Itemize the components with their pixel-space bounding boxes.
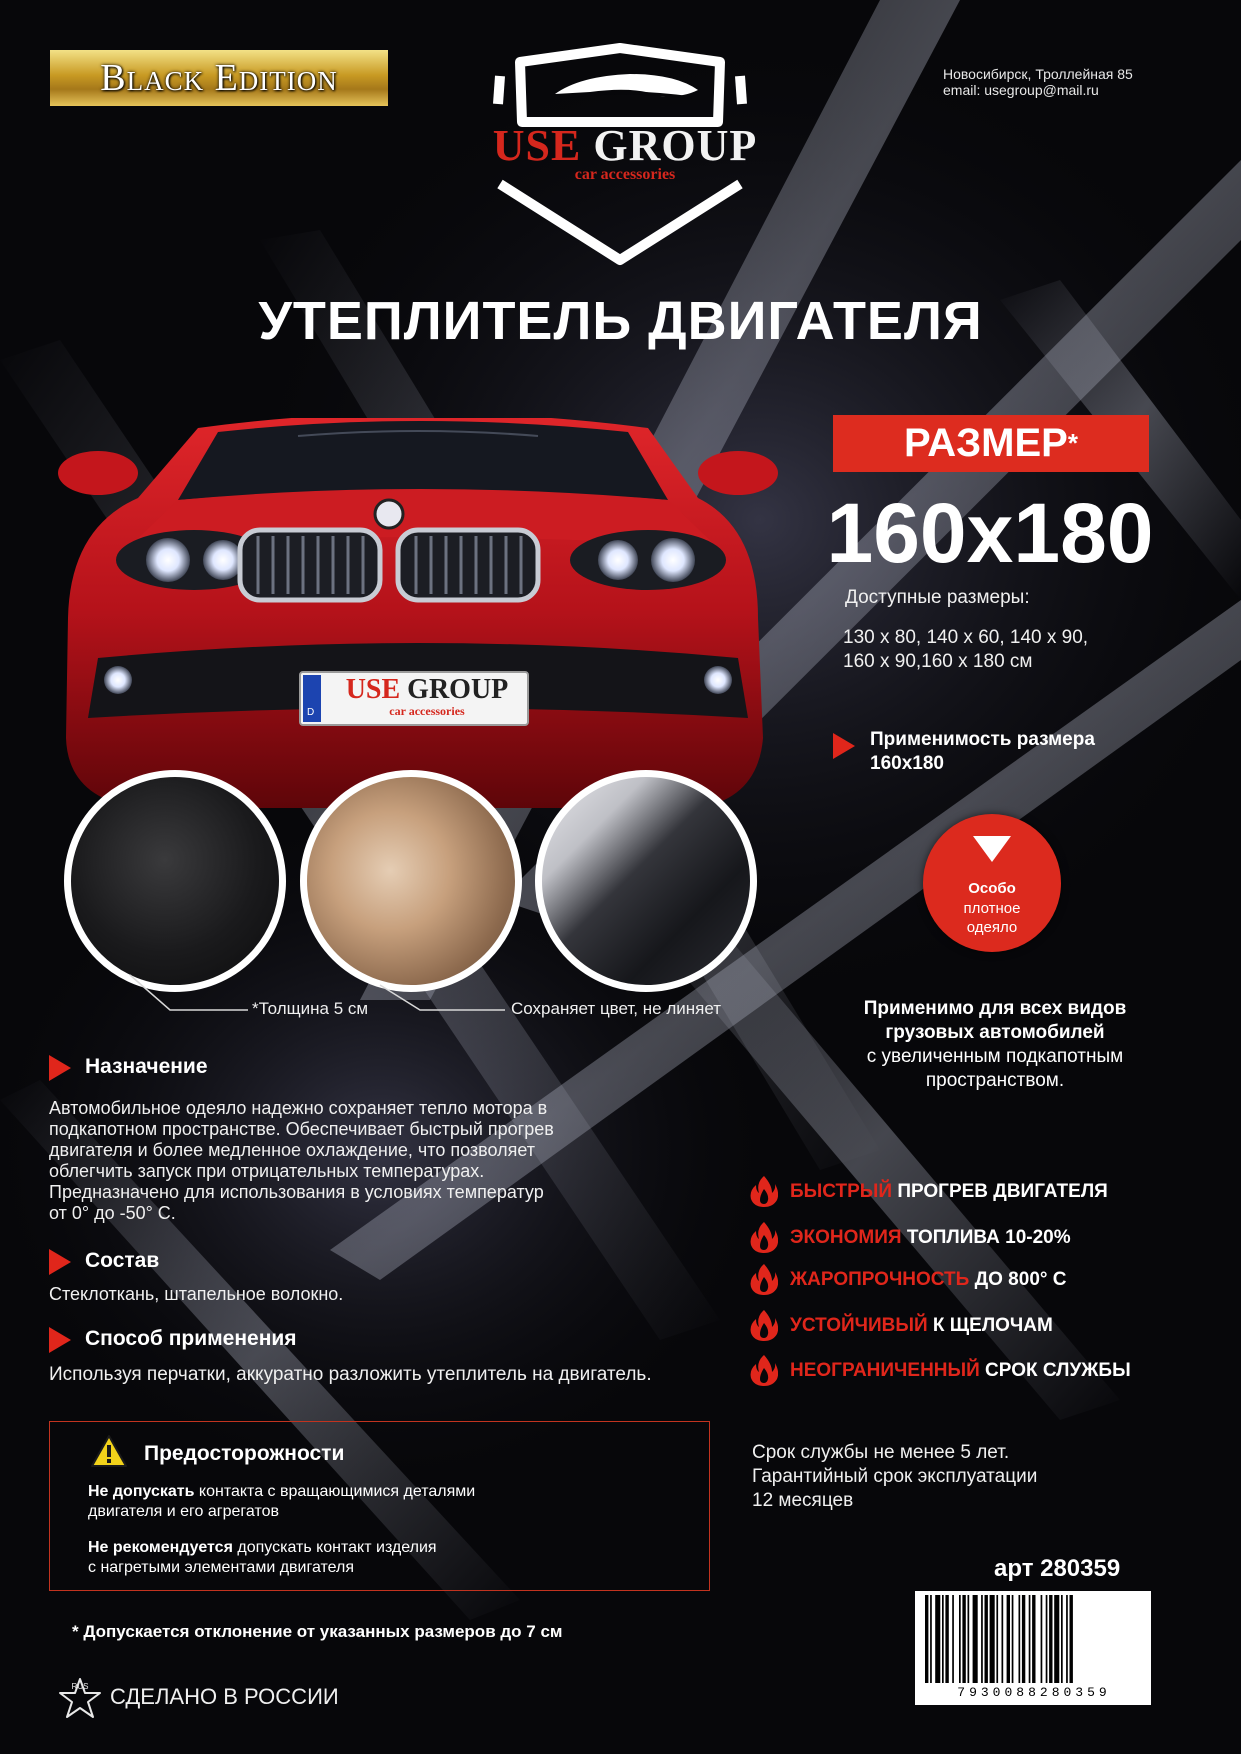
feature-white: ДО 800° С	[969, 1269, 1067, 1290]
purpose-line: двигателя и более медленное охлаждение, что позволяет	[49, 1140, 536, 1160]
engine-cover-photo	[64, 770, 286, 992]
barcode-bar	[1012, 1595, 1014, 1683]
black-edition-badge: Black Edition	[50, 50, 388, 106]
feature-red: УСТОЙЧИВЫЙ	[790, 1315, 928, 1336]
barcode-bar	[1066, 1595, 1068, 1683]
down-triangle-icon	[973, 836, 1011, 862]
barcode-bar	[945, 1595, 948, 1683]
apply-line: пространством.	[925, 1070, 1065, 1091]
service-line: Срок службы не менее 5 лет.	[752, 1442, 1010, 1463]
dense-blanket-badge	[923, 814, 1061, 952]
barcode-bar	[973, 1595, 978, 1683]
brand-part2: GROUP	[593, 121, 758, 170]
caution-item-bold: Не рекомендуется	[88, 1539, 233, 1556]
service-line: Гарантийный срок эксплуатации	[752, 1466, 1038, 1487]
fabric-sample-photo	[535, 770, 757, 992]
flame-icon	[750, 1309, 778, 1341]
barcode-bar	[1019, 1595, 1021, 1683]
dense-line: Особо	[968, 880, 1016, 897]
bullet-triangle-icon	[49, 1327, 71, 1353]
flame-icon	[750, 1221, 778, 1253]
barcode-bar	[942, 1595, 944, 1683]
color-caption: Сохраняет цвет, не линяет	[511, 999, 722, 1018]
flame-icon	[750, 1175, 778, 1207]
barcode-bar	[1002, 1595, 1004, 1683]
barcode-bar	[1029, 1595, 1031, 1683]
barcode-bar	[981, 1595, 983, 1683]
purpose-text	[49, 1098, 649, 1224]
barcode-bar	[1022, 1595, 1025, 1683]
contacts	[943, 66, 1133, 98]
barcode-bar	[1061, 1595, 1063, 1683]
feature-white: ПРОГРЕВ ДВИГАТЕЛЯ	[892, 1181, 1108, 1202]
bullet-triangle-icon	[49, 1249, 71, 1275]
email-text: email: usegroup@mail.ru	[943, 82, 1099, 98]
barcode-bar	[935, 1595, 940, 1683]
barcode-bars	[923, 1595, 1145, 1683]
barcode-bar	[952, 1595, 954, 1683]
size-banner-label: РАЗМЕР	[904, 421, 1068, 465]
barcode	[915, 1591, 1151, 1705]
applicability-line: 160х180	[870, 753, 944, 774]
flame-icon	[750, 1354, 778, 1386]
apply-line: грузовых автомобилей	[885, 1022, 1105, 1043]
made-in-russia: СДЕЛАНО В РОССИИ	[110, 1684, 339, 1709]
barcode-bar	[968, 1595, 970, 1683]
flame-icon	[750, 1263, 778, 1295]
license-plate	[299, 671, 529, 726]
applicability-text	[870, 728, 1160, 776]
eu-flag-icon	[303, 675, 321, 722]
available-sizes-label: Доступные размеры:	[845, 587, 1030, 608]
feature-red: БЫСТРЫЙ	[790, 1181, 893, 1202]
caution-item	[88, 1538, 608, 1578]
plate-brand	[327, 675, 527, 705]
feature-red: ЖАРОПРОЧНОСТЬ	[790, 1269, 970, 1290]
brand-subtitle: car accessories	[574, 166, 676, 183]
barcode-bar	[925, 1595, 928, 1683]
size-asterisk: *	[1067, 428, 1078, 458]
barcode-bar	[996, 1595, 998, 1683]
barcode-bar	[1070, 1595, 1073, 1683]
caution-title: Предосторожности	[144, 1442, 345, 1465]
feature-white: ТОПЛИВА 10-20%	[901, 1227, 1071, 1248]
service-line: 12 месяцев	[752, 1490, 854, 1511]
barcode-bar	[990, 1595, 995, 1683]
warning-icon	[90, 1434, 128, 1468]
barcode-bar	[962, 1595, 965, 1683]
available-sizes-line: 160 х 90,160 х 180 см	[843, 651, 1033, 672]
size-value: 160х180	[826, 486, 1154, 580]
product-title: УТЕПЛИТЕЛЬ ДВИГАТЕЛЯ	[258, 291, 983, 351]
purpose-line: Предназначено для использования в условиях температур	[49, 1182, 544, 1202]
brand-part1: USE	[492, 121, 582, 170]
barcode-bar	[985, 1595, 988, 1683]
barcode-number: 7930088280359	[957, 1685, 1111, 1700]
usage-text: Используя перчатки, аккуратно разложить утеплитель на двигатель.	[49, 1364, 652, 1385]
feature-white: К ЩЕЛОЧАМ	[927, 1315, 1053, 1336]
insulation-fiber-photo	[300, 770, 522, 992]
barcode-bar	[930, 1595, 932, 1683]
plate-country: D	[307, 707, 315, 718]
caution-item-line: с нагретыми элементами двигателя	[88, 1559, 355, 1576]
barcode-bar	[1007, 1595, 1010, 1683]
purpose-line: Автомобильное одеяло надежно сохраняет тепло мотора в	[49, 1098, 548, 1118]
purpose-line: облегчить запуск при отрицательных температурах.	[49, 1161, 485, 1181]
composition-heading: Состав	[85, 1249, 160, 1272]
caution-item-text: контакта с вращающимися деталями	[194, 1483, 476, 1500]
feature-red: ЭКОНОМИЯ	[790, 1227, 902, 1248]
feature-red: НЕОГРАНИЧЕННЫЙ	[790, 1360, 980, 1381]
thickness-caption: *Толщина 5 см	[252, 999, 369, 1018]
rus-mark: RUS	[71, 1682, 89, 1691]
address-text: Новосибирск, Троллейная 85	[943, 66, 1133, 82]
available-sizes-line: 130 х 80, 140 х 60, 140 х 90,	[843, 627, 1089, 648]
size-tolerance-note: * Допускается отклонение от указанных размеров до 7 см	[72, 1622, 563, 1641]
purpose-heading: Назначение	[85, 1055, 208, 1078]
red-car-image	[58, 418, 778, 818]
apply-line: Применимо для всех видов	[863, 998, 1127, 1019]
purpose-line: от 0° до -50° С.	[49, 1203, 176, 1223]
composition-text: Стеклоткань, штапельное волокно.	[49, 1284, 344, 1304]
purpose-line: подкапотном пространстве. Обеспечивает быстрый прогрев	[49, 1119, 554, 1139]
dense-line: одеяло	[966, 919, 1018, 936]
barcode-bar	[1054, 1595, 1059, 1683]
barcode-bar	[1032, 1595, 1035, 1683]
caution-item-line: двигателя и его агрегатов	[88, 1503, 279, 1520]
caution-item-bold: Не допускать	[88, 1483, 195, 1500]
rus-star-icon	[58, 1676, 102, 1720]
dense-line: плотное	[963, 900, 1021, 917]
service-life-text	[752, 1441, 1112, 1513]
apply-line: с увеличенным подкапотным	[866, 1046, 1124, 1067]
plate-brand-part1: USE	[345, 674, 401, 705]
caution-item-text: допускать контакт изделия	[232, 1539, 437, 1556]
plate-brand-part2: GROUP	[407, 674, 509, 705]
bullet-triangle-icon	[49, 1055, 71, 1081]
caution-item	[88, 1482, 608, 1522]
applicable-trucks-text	[820, 997, 1170, 1093]
barcode-bar	[1041, 1595, 1043, 1683]
bullet-triangle-icon	[833, 733, 855, 759]
barcode-bar	[1046, 1595, 1048, 1683]
plate-subtitle: car accessories	[389, 704, 465, 718]
barcode-bar	[959, 1595, 961, 1683]
barcode-bar	[1049, 1595, 1052, 1683]
size-banner	[833, 415, 1149, 472]
applicability-line: Применимость размера	[870, 729, 1095, 750]
article-number: арт 280359	[994, 1555, 1121, 1582]
brand-wordmark	[455, 121, 795, 170]
available-sizes-list	[843, 626, 1163, 674]
usage-heading: Способ применения	[85, 1327, 297, 1350]
feature-white: СРОК СЛУЖБЫ	[979, 1360, 1131, 1381]
